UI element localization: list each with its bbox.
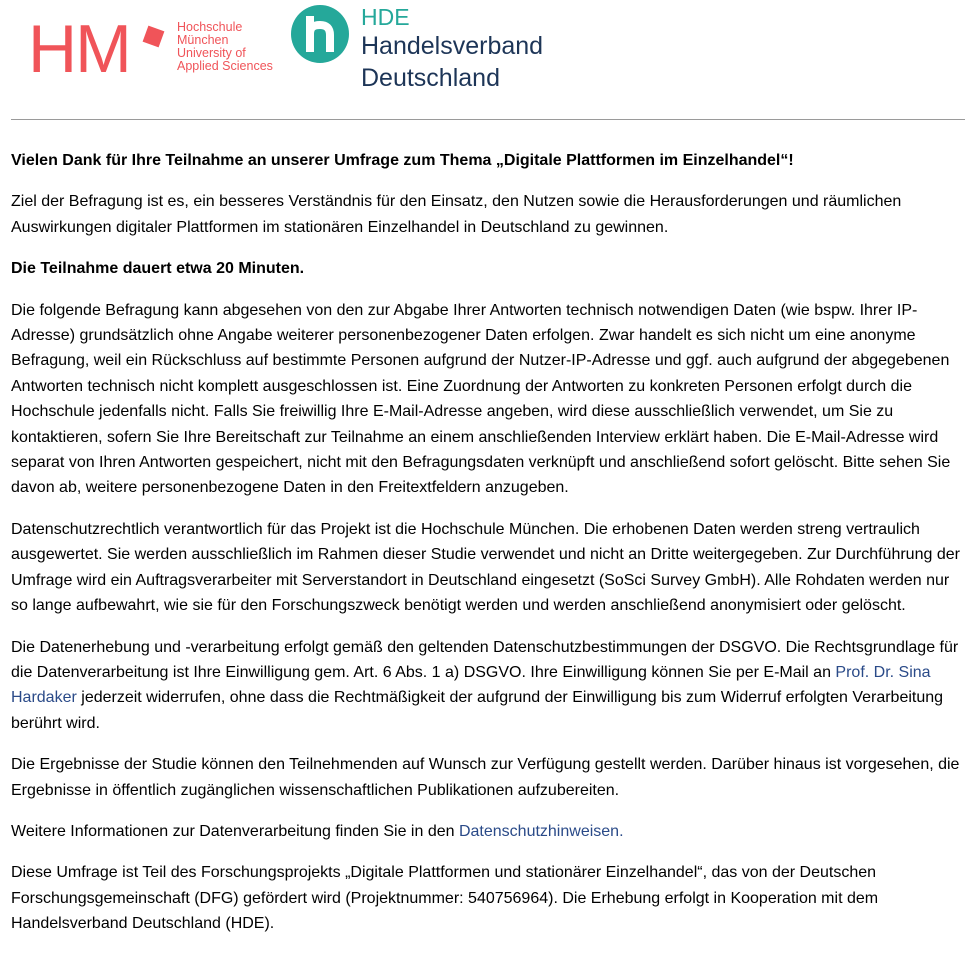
privacy-paragraph-1: Die folgende Befragung kann abgesehen von den zur Abgabe Ihrer Antworten technisch notwendigen Daten (wie bspw. Ihrer IP-Adresse) grundsätzlich ohne Angabe weiterer personenbezogener Daten erfolgen. Zwar handelt es sich nicht um eine anonyme Befragung, weil ein Rückschluss auf bestimmte Personen aufgrund der Nutzer-IP-Adresse und ggf. auch aufgrund der abgegebenen Antworten technisch nicht komplett ausgeschlossen ist. Eine Zuordnung der Antworten zu konkreten Personen erfolgt durch die Hochschule jedenfalls nicht. Falls Sie freiwillig Ihre E-Mail-Adresse angeben, wird diese ausschließlich verwendet, um Sie zu kontaktieren, sofern Sie Ihre Bereitschaft zur Teilnahme an einem anschließenden Interview erklärt haben. Die E-Mail-Adresse wird separat von Ihren Antworten gespeichert, nicht mit den Befragungsdaten verknüpft und anschließend sofort gelöscht. Bitte sehen Sie davon ab, weitere personenbezogene Daten in den Freitextfeldern anzugeben. — [11, 301, 951, 497]
goal-paragraph: Ziel der Befragung ist es, ein besseres Verständnis für den Einsatz, den Nutzen sowie die Herausforderungen und räumlichen Auswirkungen digitaler Plattformen im stationären Einzelhandel in Deutschland zu gewinnen. — [11, 193, 902, 236]
page-header — [0, 0, 980, 115]
legal-text-after: jederzeit widerrufen, ohne dass die Rechtmäßigkeit der aufgrund der Einwilligung bis zum Widerruf erfolgten Verarbeitung berührt wird. — [11, 689, 944, 732]
hm-university-name — [177, 21, 273, 73]
more-info-paragraph — [11, 819, 961, 844]
hm-line: Applied Sciences — [177, 59, 273, 73]
hm-line: University of — [177, 46, 246, 60]
duration-note: Die Teilnahme dauert etwa 20 Minuten. — [11, 260, 305, 278]
hm-logo-letters: HM — [28, 14, 130, 76]
project-paragraph: Diese Umfrage ist Teil des Forschungsprojekts „Digitale Plattformen und stationärer Einzelhandel“, das von der Deutschen Forschungsgemeinschaft (DFG) gefördert wird (Projektnummer: 540756964). Die Erhebung erfolgt in Kooperation mit dem Handelsverband Deutschland (HDE). — [11, 864, 879, 933]
intro-heading: Vielen Dank für Ihre Teilnahme an unserer Umfrage zum Thema „Digitale Plattformen im Einzelhandel“! — [11, 152, 794, 169]
legal-paragraph — [11, 635, 961, 737]
hde-name — [361, 4, 543, 94]
results-paragraph: Die Ergebnisse der Studie können den Teilnehmenden auf Wunsch zur Verfügung gestellt werden. Darüber hinaus ist vorgesehen, die Ergebnisse in öffentlich zugänglichen wissenschaftlichen Publikationen aufzubereiten. — [11, 756, 960, 799]
legal-text-before: Die Datenerhebung und -verarbeitung erfolgt gemäß den geltenden Datenschutzbestimmungen der DSGVO. Die Rechtsgrundlage für die Datenverarbeitung ist Ihre Einwilligung gem. Art. 6 Abs. 1 a) DSGVO. Ihre Einwilligung können Sie per E-Mail an — [11, 638, 959, 681]
privacy-notice-link[interactable]: Datenschutzhinweisen. — [458, 822, 624, 840]
hm-line: München — [177, 33, 229, 47]
contact-link[interactable]: Prof. Dr. Sina Hardaker — [11, 663, 931, 707]
privacy-paragraph-2: Datenschutzrechtlich verantwortlich für das Projekt ist die Hochschule München. Die erhobenen Daten werden streng vertraulich ausgewertet. Sie werden ausschließlich im Rahmen dieser Studie verwendet und nicht an Dritte weitergegeben. Zur Durchführung der Umfrage wird ein Auftragsverarbeiter mit Serverstandort in Deutschland eingesetzt (SoSci Survey GmbH). Alle Rohdaten werden nur so lange aufbewahrt, wie sie für den Forschungszweck benötigt werden und werden anschließend anonymisiert oder gelöscht. — [11, 520, 960, 615]
survey-intro — [11, 148, 961, 953]
hm-logo — [28, 14, 168, 76]
header-divider — [11, 119, 965, 120]
hde-line: Deutschland — [361, 64, 500, 92]
hde-abbr: HDE — [361, 4, 410, 30]
hm-line: Hochschule — [177, 20, 243, 34]
more-info-text: Weitere Informationen zur Datenverarbeitung finden Sie in den — [11, 822, 459, 840]
hde-line: Handelsverband — [361, 32, 544, 60]
hde-logo-mark — [290, 4, 350, 64]
hm-logo-square — [143, 26, 165, 48]
